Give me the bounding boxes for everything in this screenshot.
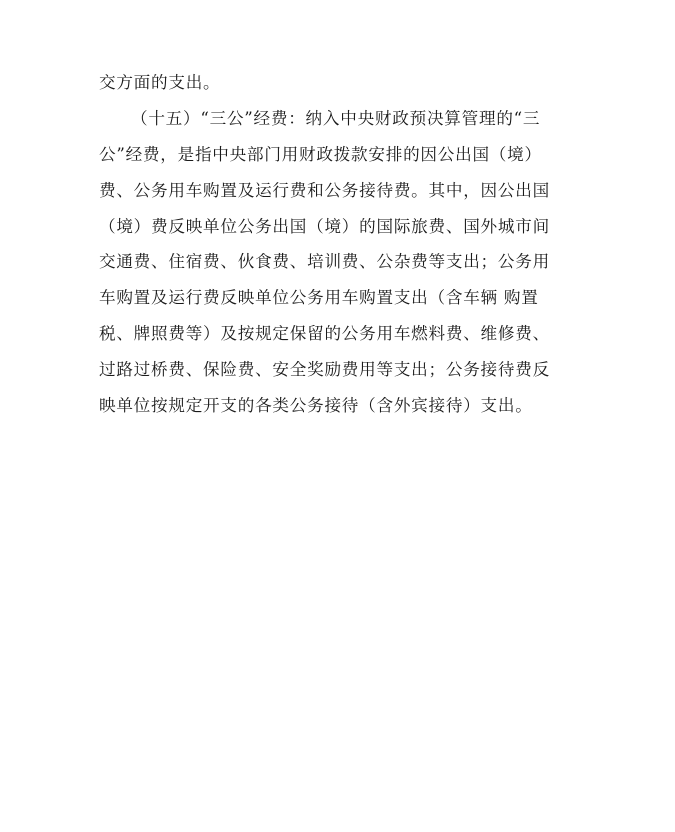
text-line-continuation: 交方面的支出。 [99, 73, 221, 92]
paragraph-line: 税、牌照费等）及按规定保留的公务用车燃料费、维修费、 [99, 324, 550, 343]
paragraph-line: 交通费、住宿费、伙食费、培训费、公杂费等支出；公务用 [99, 252, 550, 271]
paragraph-line: 费、公务用车购置及运行费和公务接待费。其中，因公出国 [99, 181, 550, 200]
paragraph-line: 车购置及运行费反映单位公务用车购置支出（含车辆 购置 [99, 288, 539, 307]
paragraph-first-line: （十五）“三公”经费：纳入中央财政预决算管理的“三 [131, 109, 541, 128]
paragraph-line: 映单位按规定开支的各类公务接待（含外宾接待）支出。 [99, 396, 533, 415]
paragraph-line: （境）费反映单位公务出国（境）的国际旅费、国外城市间 [99, 217, 550, 236]
paragraph-line: 过路过桥费、保险费、安全奖励费用等支出；公务接待费反 [99, 360, 550, 379]
paragraph-line: 公”经费，是指中央部门用财政拨款安排的因公出国（境） [99, 145, 542, 164]
